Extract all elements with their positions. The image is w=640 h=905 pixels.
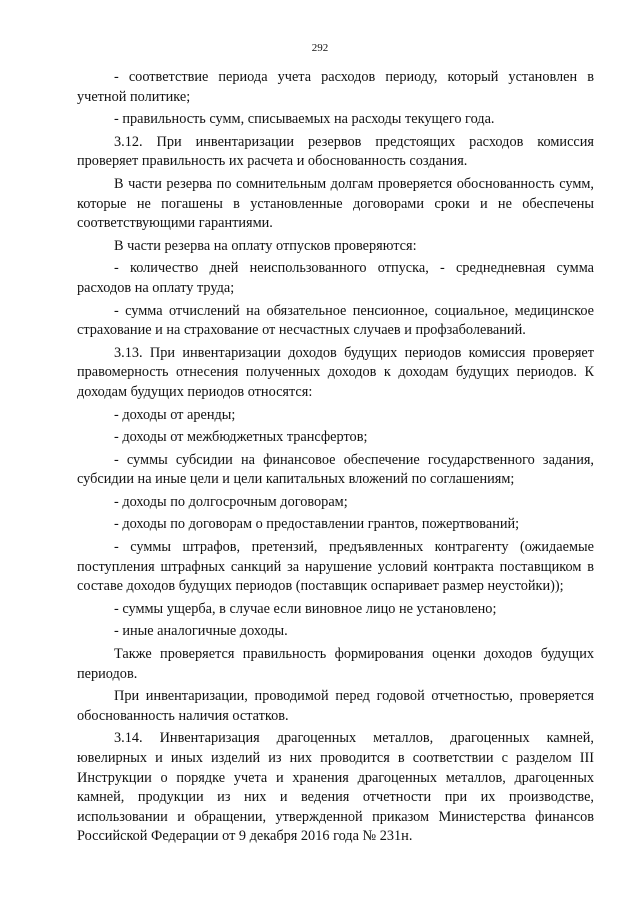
- paragraph: - доходы по долгосрочным договорам;: [114, 493, 348, 510]
- paragraph: - доходы от межбюджетных трансфертов;: [114, 429, 368, 446]
- paragraph: - количество дней неиспользованного отпуска, - среднедневная сумма расходов на оплату труда;: [77, 260, 594, 296]
- paragraph: - суммы штрафов, претензий, предъявленных контрагенту (ожидаемые поступления штрафных санкций за нарушение условий контракта поставщиком в составе доходов будущих периодов (поставщик оспаривает размер неустойки));: [77, 539, 594, 595]
- paragraph: - правильность сумм, списываемых на расходы текущего года.: [114, 111, 495, 128]
- paragraph: 3.13. При инвентаризации доходов будущих периодов комиссия проверяет правомерность отнесения полученных доходов к доходам будущих периодов. К доходам будущих периодов относятся:: [77, 344, 594, 400]
- paragraph: - иные аналогичные доходы.: [114, 623, 288, 640]
- document-body: [77, 68, 594, 850]
- paragraph: Также проверяется правильность формирования оценки доходов будущих периодов.: [77, 646, 594, 682]
- paragraph: - сумма отчислений на обязательное пенсионное, социальное, медицинское страхование и на страхование от несчастных случаев и профзаболеваний.: [77, 302, 594, 339]
- paragraph: 3.14. Инвентаризация драгоценных металлов, драгоценных камней, ювелирных и иных изделий из них проводится в соответствии с разделом III Инструкции о порядке учета и хранения драгоценных металлов, драгоценных камней, продукции из них и ведения отчетности при их производстве, использовании и обращении, утвержденной приказом Министерства финансов Российской Федерации от 9 декабря 2016 года № 231н.: [77, 730, 594, 845]
- paragraph: - суммы субсидии на финансовое обеспечение государственного задания, субсидии на иные цели и цели капитальных вложений по соглашениям;: [77, 451, 594, 488]
- paragraph: В части резерва по сомнительным долгам проверяется обоснованность сумм, которые не погашены в установленные договорами сроки и не обеспечены соответствующими гарантиями.: [77, 175, 594, 232]
- paragraph: - доходы от аренды;: [114, 406, 236, 423]
- paragraph: 3.12. При инвентаризации резервов предстоящих расходов комиссия проверяет правильность их расчета и обоснованность создания.: [77, 133, 594, 170]
- page-number: 292: [311, 42, 329, 54]
- paragraph: - суммы ущерба, в случае если виновное лицо не установлено;: [114, 600, 497, 617]
- paragraph: При инвентаризации, проводимой перед годовой отчетностью, проверяется обоснованность наличия остатков.: [77, 688, 594, 724]
- paragraph: - соответствие периода учета расходов периоду, который установлен в учетной политике;: [77, 69, 594, 105]
- paragraph: В части резерва на оплату отпусков проверяются:: [114, 237, 417, 254]
- paragraph: - доходы по договорам о предоставлении грантов, пожертвований;: [114, 516, 520, 533]
